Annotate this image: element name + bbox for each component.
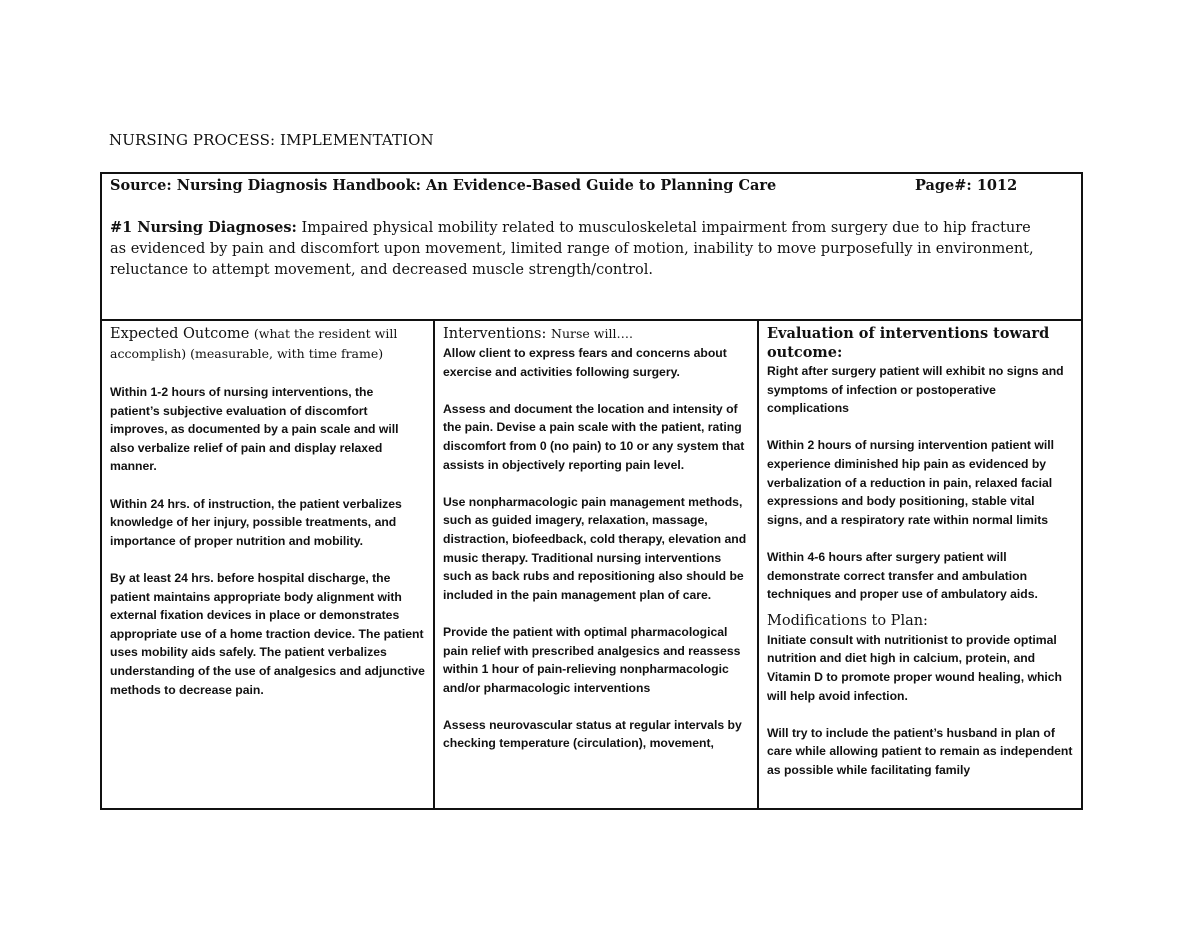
intervention-paragraph: Use nonpharmacologic pain management methods, such as guided imagery, relaxation, massage, distraction, biofeedback, cold therapy, elevation and music therapy. Traditional nursing interventions such as back rubs and repositioning also should be included in the pain management plan of care.: [443, 494, 747, 602]
source-label: Source:: [110, 177, 172, 194]
source-line: [110, 177, 776, 194]
interventions-body: [435, 344, 757, 753]
intervention-paragraph: Assess neurovascular status at regular intervals by checking temperature (circulation), movement,: [443, 717, 742, 751]
intervention-paragraph: Provide the patient with optimal pharmacological pain relief with prescribed analgesics and reassess within 1 hour of pain-relieving nonpharmacologic and/or pharmacologic interventions: [443, 624, 741, 695]
diagnosis-label: #1 Nursing Diagnoses:: [110, 219, 297, 236]
interventions-column: [435, 321, 759, 808]
expected-outcome-heading: [102, 321, 433, 364]
page-title: NURSING PROCESS: IMPLEMENTATION: [109, 131, 434, 149]
modifications-body: [759, 631, 1081, 780]
care-plan-table: [100, 172, 1083, 810]
modifications-heading: Modifications to Plan:: [767, 612, 928, 629]
nursing-diagnosis: [110, 217, 1050, 281]
expected-outcome-note: (what the resident will accomplish) (measurable, with time frame): [110, 326, 398, 361]
source-title: Nursing Diagnosis Handbook: An Evidence-Based Guide to Planning Care: [176, 177, 777, 194]
intervention-paragraph: Assess and document the location and intensity of the pain. Devise a pain scale with the patient, rating discomfort from 0 (no pain) to 10 or any system that assists in objectively reporting pain level.: [443, 401, 745, 472]
outcome-paragraph: Within 24 hrs. of instruction, the patient verbalizes knowledge of her injury, possible treatments, and importance of proper nutrition and mobility.: [110, 496, 402, 548]
expected-outcome-body: [102, 364, 433, 699]
intervention-paragraph: Allow client to express fears and concerns about exercise and activities following surgery.: [443, 346, 727, 379]
evaluation-paragraph: Within 4-6 hours after surgery patient will demonstrate correct transfer and ambulation techniques and proper use of ambulatory aids.: [767, 549, 1038, 602]
evaluation-column: [759, 321, 1081, 808]
interventions-note: Nurse will….: [551, 326, 633, 341]
interventions-heading: [435, 321, 757, 344]
outcome-paragraph: Within 1-2 hours of nursing interventions, the patient’s subjective evaluation of discomfort improves, as documented by a pain scale and will also verbalize relief of pain and display relaxed manner.: [110, 385, 399, 474]
modification-paragraph: Will try to include the patient’s husband in plan of care while allowing patient to remain as independent as possible while facilitating family: [767, 725, 1073, 777]
interventions-title: Interventions:: [443, 326, 547, 342]
evaluation-heading: Evaluation of interventions toward outcome:: [767, 325, 1050, 361]
evaluation-body: [759, 362, 1081, 604]
expected-outcome-column: [102, 321, 435, 808]
evaluation-paragraph: Right after surgery patient will exhibit no signs and symptoms of infection or postoperative complications: [767, 364, 1064, 416]
expected-outcome-title: Expected Outcome: [110, 326, 250, 342]
page-number: Page#: 1012: [915, 177, 1018, 194]
diagnosis-text: Impaired physical mobility related to musculoskeletal impairment from surgery due to hip fracture as evidenced by pain and discomfort upon movement, limited range of motion, inability to move purposefully in environment, reluctance to attempt movement, and decreased muscle strength/control.: [110, 220, 1034, 278]
outcome-paragraph: By at least 24 hrs. before hospital discharge, the patient maintains appropriate body alignment with external fixation devices in place or demonstrates appropriate use of a home traction device. The patient uses mobility aids safely. The patient verbalizes understanding of the use of analgesics and adjunctive methods to decrease pain.: [110, 570, 425, 697]
modification-paragraph: Initiate consult with nutritionist to provide optimal nutrition and diet high in calcium, protein, and Vitamin D to promote proper wound healing, which will help avoid infection.: [767, 632, 1062, 703]
source-header-cell: [102, 174, 1081, 321]
evaluation-paragraph: Within 2 hours of nursing intervention patient will experience diminished hip pain as evidenced by verbalization of a reduction in pain, relaxed facial expressions and body positioning, stable vital signs, and a respiratory rate within normal limits: [767, 438, 1054, 527]
